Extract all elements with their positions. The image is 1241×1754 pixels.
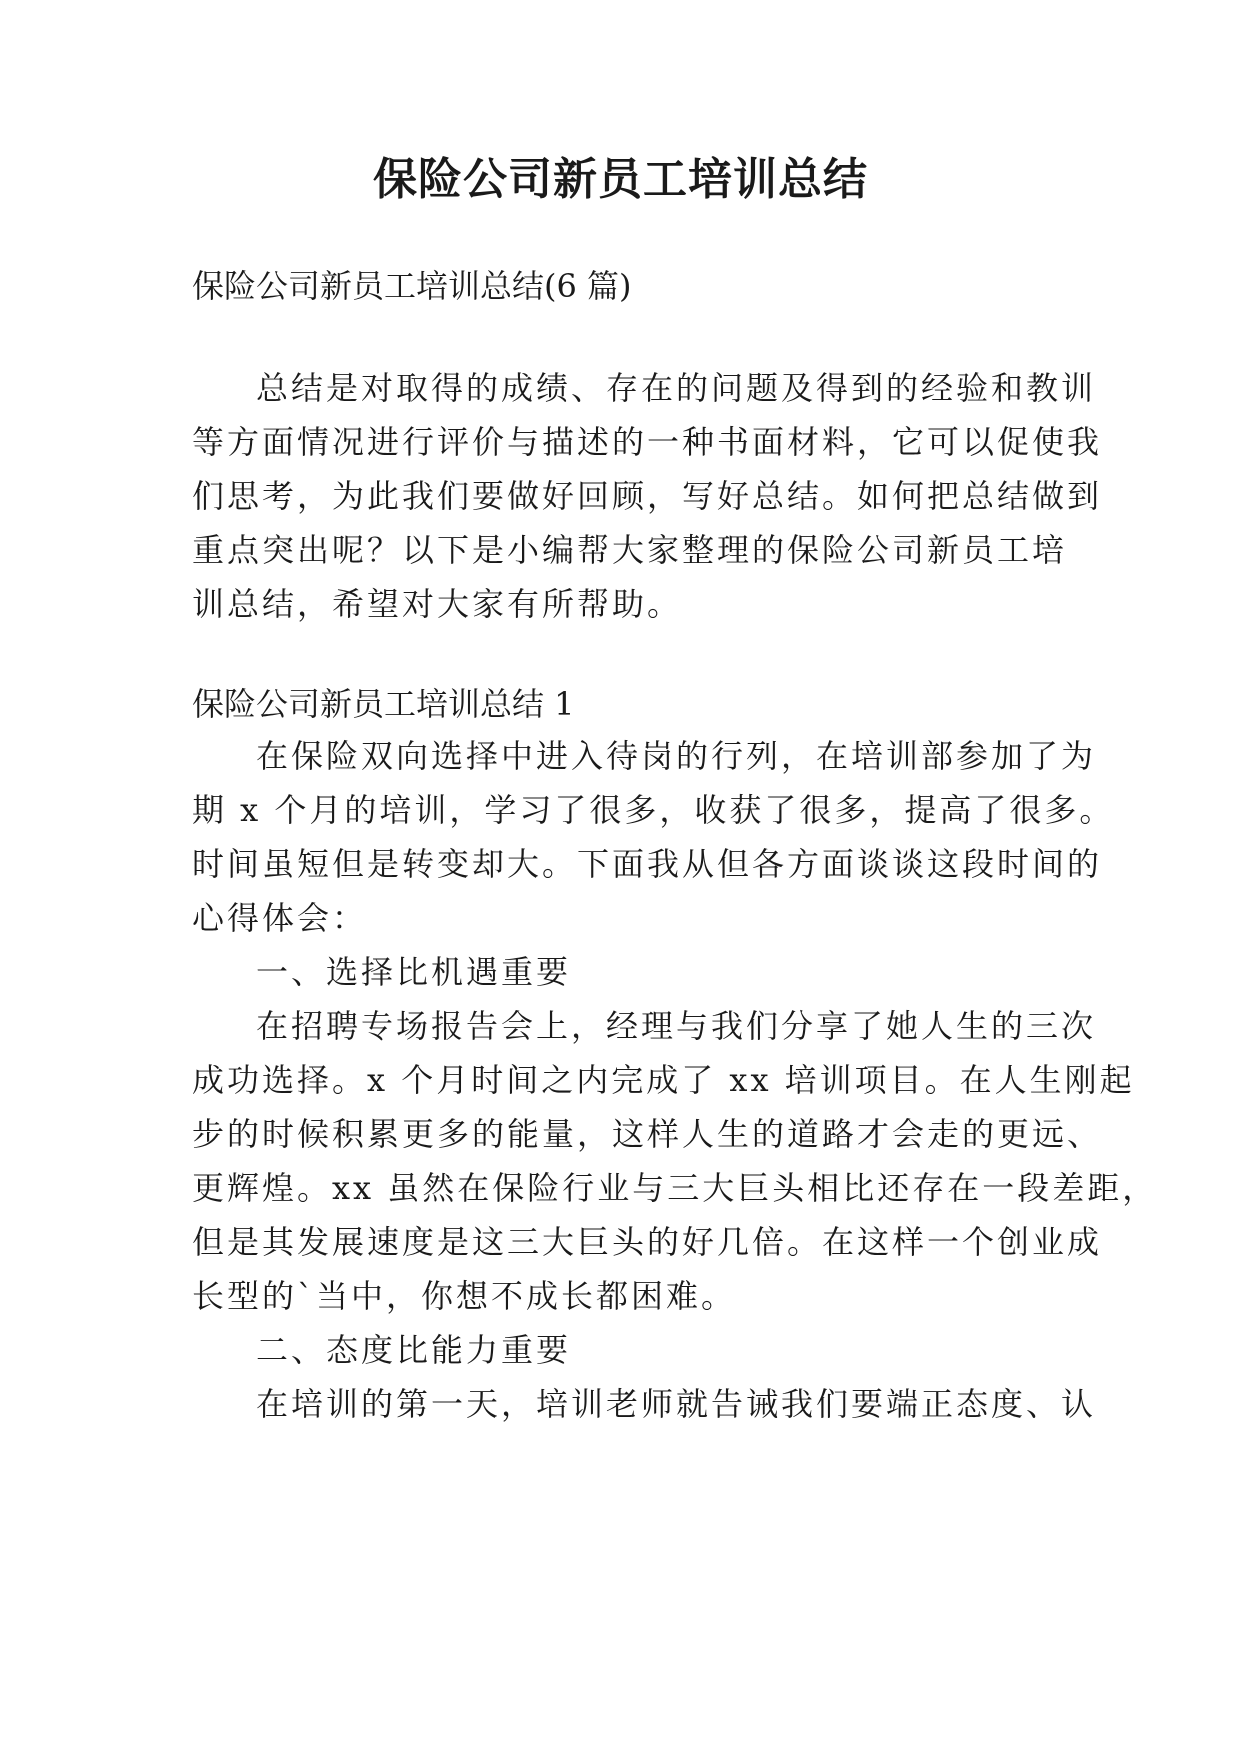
intro-line: 重点突出呢？以下是小编帮大家整理的保险公司新员工培 bbox=[192, 531, 1068, 569]
document-title: 保险公司新员工培训总结 bbox=[373, 154, 868, 205]
body-line: 在招聘专场报告会上，经理与我们分享了她人生的三次 bbox=[256, 1007, 1097, 1045]
body-line: 在保险双向选择中进入待岗的行列，在培训部参加了为 bbox=[256, 737, 1097, 775]
body-line: 步的时候积累更多的能量，这样人生的道路才会走的更远、 bbox=[192, 1115, 1103, 1153]
intro-line: 训总结，希望对大家有所帮助。 bbox=[192, 585, 683, 623]
body-line: 时间虽短但是转变却大。下面我从但各方面谈谈这段时间的 bbox=[192, 845, 1103, 883]
body-line: 成功选择。x 个月时间之内完成了 xx 培训项目。在人生刚起 bbox=[192, 1061, 1135, 1099]
intro-line: 等方面情况进行评价与描述的一种书面材料，它可以促使我 bbox=[192, 423, 1103, 461]
body-line: 心得体会： bbox=[192, 899, 368, 937]
document-subtitle: 保险公司新员工培训总结(6 篇) bbox=[192, 267, 632, 305]
body-line: 在培训的第一天，培训老师就告诫我们要端正态度、认 bbox=[256, 1385, 1097, 1423]
body-line: 长型的`当中，你想不成长都困难。 bbox=[192, 1277, 737, 1315]
intro-line: 们思考，为此我们要做好回顾，写好总结。如何把总结做到 bbox=[192, 477, 1103, 515]
point-heading: 一、选择比机遇重要 bbox=[256, 953, 572, 991]
body-line: 但是其发展速度是这三大巨头的好几倍。在这样一个创业成 bbox=[192, 1223, 1103, 1261]
body-line: 更辉煌。xx 虽然在保险行业与三大巨头相比还存在一段差距， bbox=[192, 1169, 1158, 1207]
section-heading: 保险公司新员工培训总结 1 bbox=[192, 685, 575, 723]
point-heading: 二、态度比能力重要 bbox=[256, 1331, 572, 1369]
body-line: 期 x 个月的培训，学习了很多，收获了很多，提高了很多。 bbox=[192, 791, 1115, 829]
intro-line: 总结是对取得的成绩、存在的问题及得到的经验和教训 bbox=[256, 369, 1097, 407]
